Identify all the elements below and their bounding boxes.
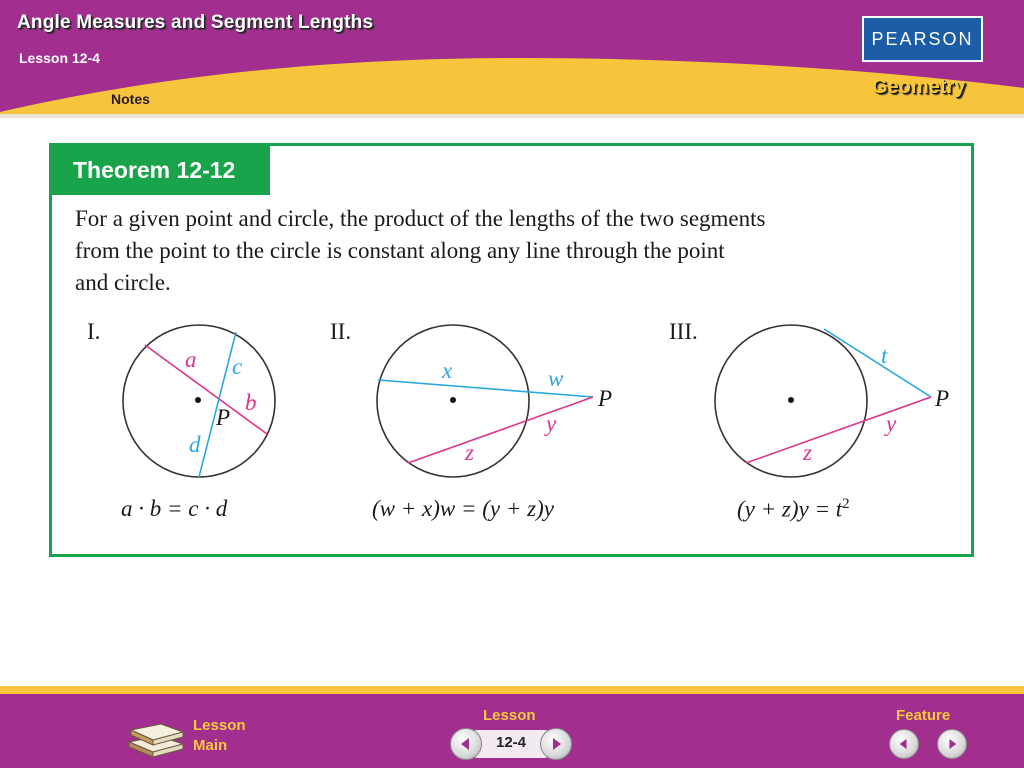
case-2-label-y: y [546,411,557,436]
next-feature-button[interactable] [937,729,967,759]
previous-lesson-button[interactable] [450,728,482,760]
case-3-label-t: t [881,343,888,368]
publisher-name: PEARSON [871,28,974,49]
case-2-label-x: x [442,358,453,383]
case-2-center-point [450,397,456,403]
theorem-tab: Theorem 12-12 [52,146,270,195]
lesson-nav [448,726,574,762]
case-2-secant-2 [408,397,593,463]
left-arrow-icon [898,738,910,750]
case-3-tangent [824,329,931,397]
case-1-label-b: b [245,390,257,415]
case-1-formula: a · b = c · d [121,496,228,521]
publisher-logo [862,16,983,62]
case-2-formula: (w + x)w = (y + z)y [372,496,554,521]
feature-nav-label: Feature [896,707,951,724]
lesson-nav-label: Lesson [483,707,536,724]
case-1-label-d: d [189,432,201,457]
theorem-box [49,143,974,557]
right-arrow-icon [549,737,563,751]
case-3-label-p: P [935,386,950,411]
previous-feature-button[interactable] [889,729,919,759]
case-2-label-z: z [465,440,474,465]
case-1-label-c: c [232,354,243,379]
footer-bar [0,686,1024,768]
lesson-label: Lesson 12-4 [19,50,100,66]
notes-label: Notes [111,91,150,107]
lesson-main-line-1: Lesson [193,717,246,734]
case-1-label-a: a [185,347,197,372]
right-arrow-icon [946,738,958,750]
books-icon [125,712,187,758]
case-3-secant [746,397,931,463]
header-banner [0,0,1024,118]
case-3-formula-exponent: 2 [842,496,850,512]
case-3-label-y: y [886,411,897,436]
lesson-number: 12-4 [495,734,527,751]
case-1-center-point [195,397,201,403]
case-3-formula-base: (y + z)y = t [737,496,843,522]
case-3-center-point [788,397,794,403]
theorem-diagrams [52,146,971,554]
next-lesson-button[interactable] [540,728,572,760]
case-3-label-z: z [803,440,812,465]
case-2-label-w: w [548,366,564,391]
theorem-line-2: from the point to the circle is constant along any line through the point [75,238,725,263]
case-2-numeral: II. [330,319,352,344]
course-title: Geometry [872,76,966,98]
footer-stripe [0,686,1024,694]
case-3-numeral: III. [669,319,698,344]
theorem-line-1: For a given point and circle, the product of the lengths of the two segments [75,206,766,231]
theorem-line-3: and circle. [75,270,171,295]
page-title: Angle Measures and Segment Lengths [17,12,374,33]
case-1-label-p: P [216,405,231,430]
lesson-main-line-2: Main [193,737,228,754]
lesson-main-link[interactable] [193,716,246,756]
lesson-main-button[interactable] [125,712,187,763]
case-2-label-p: P [598,386,613,411]
case-3-formula [737,496,850,523]
left-arrow-icon [459,737,473,751]
case-1-numeral: I. [87,319,101,344]
